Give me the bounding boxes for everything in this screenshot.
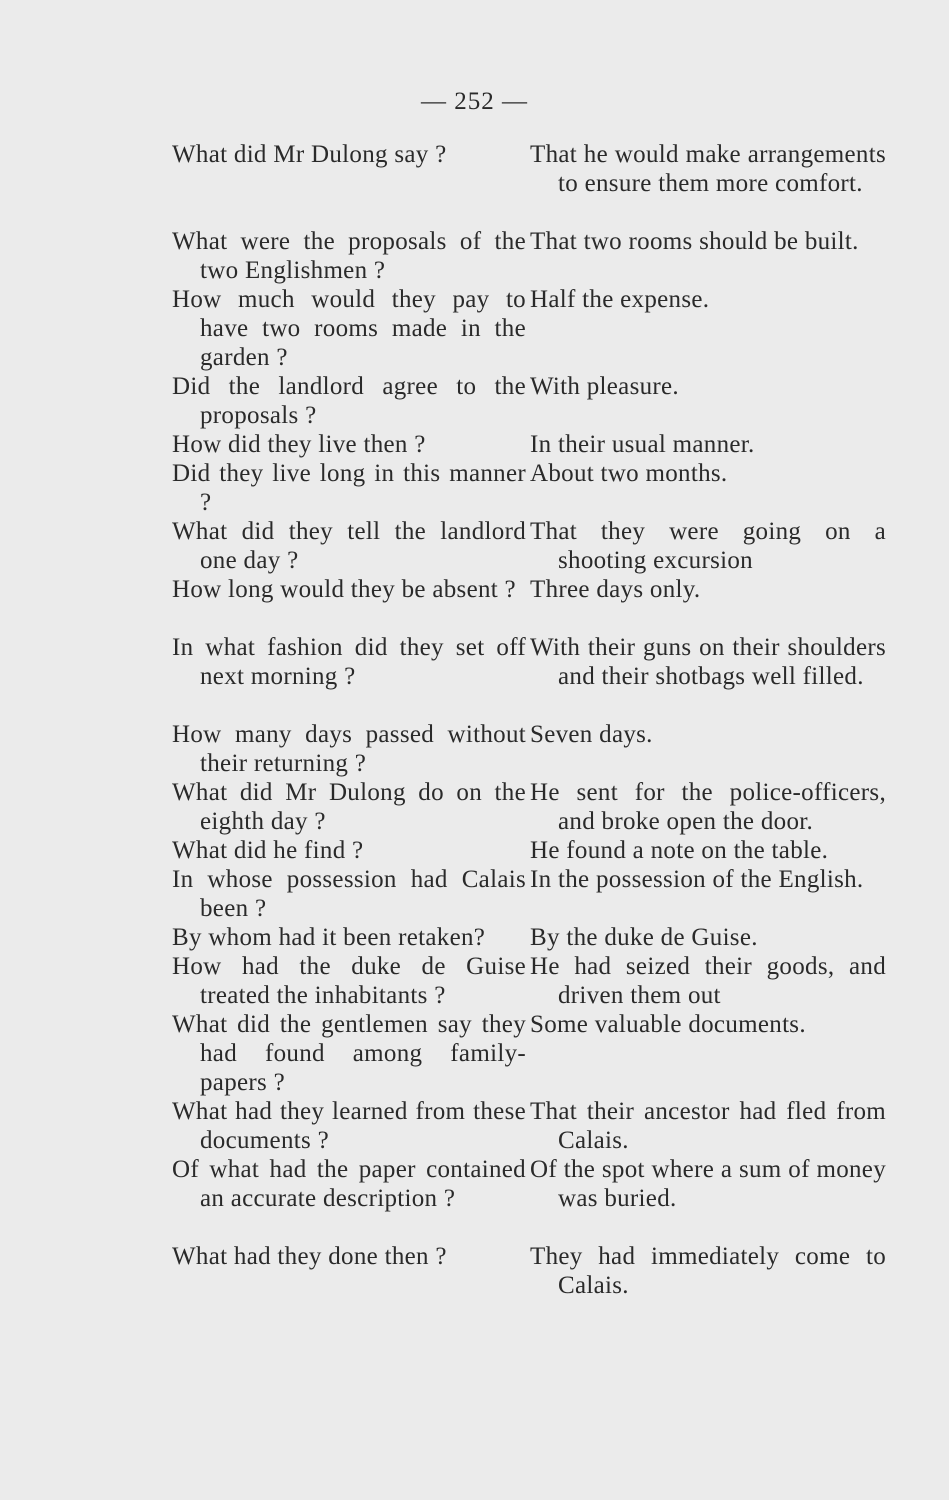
question-text: By whom had it been retaken? xyxy=(172,924,486,951)
page-number: — 252 — xyxy=(421,88,528,115)
question-text: What did he find ? xyxy=(172,837,364,864)
question-text: How many days passed without their returning ? xyxy=(172,721,526,777)
answer-text: He found a note on the table. xyxy=(530,837,829,864)
answer-text: They had immediately come to Calais. xyxy=(530,1243,886,1299)
answer-text: Seven days. xyxy=(530,721,653,748)
question-text: In what fashion did they set off next morning ? xyxy=(172,634,526,690)
question-text: What had they learned from these documents ? xyxy=(172,1098,526,1154)
question-text: Of what had the paper contained an accurate description ? xyxy=(172,1156,526,1212)
question-text: In whose possession had Calais been ? xyxy=(172,866,526,922)
answer-text: Half the expense. xyxy=(530,286,710,313)
answer-text: He sent for the police-officers, and broke open the door. xyxy=(530,779,886,835)
answer-text: Of the spot where a sum of money was buried. xyxy=(530,1156,886,1212)
answer-text: Three days only. xyxy=(530,576,701,603)
question-text: What did Mr Dulong do on the eighth day ? xyxy=(172,779,526,835)
question-text: What had they done then ? xyxy=(172,1243,447,1270)
question-text: What did Mr Dulong say ? xyxy=(172,141,447,168)
answer-text: In the possession of the English. xyxy=(530,866,864,893)
question-text: How much would they pay to have two rooms made in the garden ? xyxy=(172,286,526,371)
answer-text: About two months. xyxy=(530,460,728,487)
answer-text: With their guns on their shoulders and their shotbags well filled. xyxy=(530,634,886,690)
answer-text: That they were going on a shooting excursion xyxy=(530,518,886,574)
question-text: What did the gentlemen say they had found among family-papers ? xyxy=(172,1011,526,1096)
question-text: What did they tell the landlord one day ? xyxy=(172,518,526,574)
answer-text: That he would make arrangements to ensure them more comfort. xyxy=(530,141,886,197)
question-text: How did they live then ? xyxy=(172,431,426,458)
answer-text: By the duke de Guise. xyxy=(530,924,758,951)
question-text: How long would they be absent ? xyxy=(172,576,516,603)
answer-text: Some valuable documents. xyxy=(530,1011,806,1038)
answer-text: He had seized their goods, and driven them out xyxy=(530,953,886,1009)
question-text: Did the landlord agree to the proposals ? xyxy=(172,373,526,429)
answer-text: That two rooms should be built. xyxy=(530,228,859,255)
answer-text: That their ancestor had fled from Calais. xyxy=(530,1098,886,1154)
answer-text: With pleasure. xyxy=(530,373,679,400)
question-text: How had the duke de Guise treated the inhabitants ? xyxy=(172,953,526,1009)
question-text: Did they live long in this manner ? xyxy=(172,460,526,516)
answer-text: In their usual manner. xyxy=(530,431,755,458)
question-text: What were the proposals of the two Englishmen ? xyxy=(172,228,526,284)
